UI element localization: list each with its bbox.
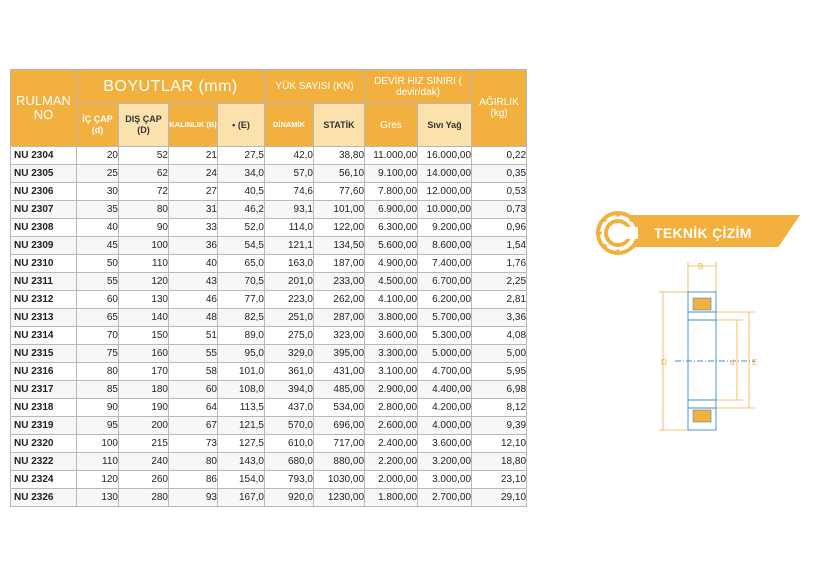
header-ic-cap: İÇ ÇAP (d) [77, 104, 119, 147]
cell-dinamik: 610,0 [265, 435, 314, 453]
cell-dinamik: 121,1 [265, 237, 314, 255]
cell-gres: 11.000,00 [365, 147, 418, 165]
header-sivi-yag: Sıvı Yağ [418, 104, 472, 147]
cell-gres: 4.900,00 [365, 255, 418, 273]
cell-ic-cap: 25 [77, 165, 119, 183]
cell-e: 108,0 [218, 381, 265, 399]
cell-dis-cap: 52 [119, 147, 169, 165]
cell-ic-cap: 60 [77, 291, 119, 309]
cell-gres: 2.900,00 [365, 381, 418, 399]
cell-statik: 485,00 [314, 381, 365, 399]
cell-gres: 3.800,00 [365, 309, 418, 327]
cell-rulman-no: NU 2310 [11, 255, 77, 273]
cell-dinamik: 74,6 [265, 183, 314, 201]
cell-agirlik: 1,54 [472, 237, 527, 255]
cell-ic-cap: 45 [77, 237, 119, 255]
table-row [11, 201, 527, 219]
cell-ic-cap: 75 [77, 345, 119, 363]
cell-agirlik: 12,10 [472, 435, 527, 453]
cell-dis-cap: 180 [119, 381, 169, 399]
cell-dis-cap: 160 [119, 345, 169, 363]
table-row [11, 165, 527, 183]
cell-ic-cap: 70 [77, 327, 119, 345]
cell-rulman-no: NU 2308 [11, 219, 77, 237]
cell-rulman-no: NU 2324 [11, 471, 77, 489]
cell-statik: 534,00 [314, 399, 365, 417]
cell-e: 34,0 [218, 165, 265, 183]
cell-sivi-yag: 2.700,00 [418, 489, 472, 507]
cell-agirlik: 8,12 [472, 399, 527, 417]
table-row [11, 309, 527, 327]
cell-e: 70,5 [218, 273, 265, 291]
cell-dis-cap: 80 [119, 201, 169, 219]
cell-rulman-no: NU 2316 [11, 363, 77, 381]
cell-ic-cap: 100 [77, 435, 119, 453]
cell-e: 143,0 [218, 453, 265, 471]
cell-agirlik: 29,10 [472, 489, 527, 507]
cell-gres: 4.100,00 [365, 291, 418, 309]
cell-rulman-no: NU 2309 [11, 237, 77, 255]
cell-statik: 395,00 [314, 345, 365, 363]
cell-e: 101,0 [218, 363, 265, 381]
cell-e: 95,0 [218, 345, 265, 363]
cell-gres: 7.800,00 [365, 183, 418, 201]
cell-dis-cap: 120 [119, 273, 169, 291]
table-row [11, 147, 527, 165]
cell-dinamik: 275,0 [265, 327, 314, 345]
cell-e: 167,0 [218, 489, 265, 507]
table-row [11, 363, 527, 381]
header-devir: DEVİR HIZ SINIRI ( devir/dak) [365, 70, 472, 104]
cell-sivi-yag: 10.000,00 [418, 201, 472, 219]
cell-sivi-yag: 6.200,00 [418, 291, 472, 309]
dim-label-E: E [752, 358, 758, 367]
cell-agirlik: 2,81 [472, 291, 527, 309]
cell-gres: 6.300,00 [365, 219, 418, 237]
cell-kalinlik: 80 [169, 453, 218, 471]
table-row [11, 417, 527, 435]
cell-statik: 262,00 [314, 291, 365, 309]
cell-statik: 1030,00 [314, 471, 365, 489]
cell-sivi-yag: 4.200,00 [418, 399, 472, 417]
cell-agirlik: 4,08 [472, 327, 527, 345]
cell-ic-cap: 130 [77, 489, 119, 507]
cell-ic-cap: 30 [77, 183, 119, 201]
cell-dis-cap: 190 [119, 399, 169, 417]
cell-e: 46,2 [218, 201, 265, 219]
cell-rulman-no: NU 2317 [11, 381, 77, 399]
cell-dinamik: 570,0 [265, 417, 314, 435]
cell-gres: 6.900,00 [365, 201, 418, 219]
cell-e: 52,0 [218, 219, 265, 237]
cell-e: 154,0 [218, 471, 265, 489]
cell-dinamik: 114,0 [265, 219, 314, 237]
cell-e: 127,5 [218, 435, 265, 453]
cell-kalinlik: 43 [169, 273, 218, 291]
cell-e: 121,5 [218, 417, 265, 435]
cell-rulman-no: NU 2307 [11, 201, 77, 219]
cell-statik: 323,00 [314, 327, 365, 345]
cell-dinamik: 251,0 [265, 309, 314, 327]
cell-statik: 717,00 [314, 435, 365, 453]
cell-gres: 1.800,00 [365, 489, 418, 507]
cell-kalinlik: 21 [169, 147, 218, 165]
header-kalinlik: KALINLIK (B) [169, 104, 218, 147]
cell-sivi-yag: 3.600,00 [418, 435, 472, 453]
cell-ic-cap: 40 [77, 219, 119, 237]
cell-dinamik: 93,1 [265, 201, 314, 219]
cell-dinamik: 920,0 [265, 489, 314, 507]
cell-sivi-yag: 6.700,00 [418, 273, 472, 291]
cell-dis-cap: 150 [119, 327, 169, 345]
cell-statik: 38,80 [314, 147, 365, 165]
cell-e: 54,5 [218, 237, 265, 255]
cell-dis-cap: 280 [119, 489, 169, 507]
cell-e: 77,0 [218, 291, 265, 309]
cell-e: 27,5 [218, 147, 265, 165]
header-yuk-sayisi: YÜK SAYISI (KN) [265, 70, 365, 104]
bearing-technical-drawing [655, 262, 775, 437]
header-gres: Gres [365, 104, 418, 147]
table-row [11, 381, 527, 399]
cell-rulman-no: NU 2305 [11, 165, 77, 183]
cell-sivi-yag: 3.000,00 [418, 471, 472, 489]
cell-e: 40,5 [218, 183, 265, 201]
cell-dinamik: 42,0 [265, 147, 314, 165]
table-row [11, 237, 527, 255]
cell-dinamik: 57,0 [265, 165, 314, 183]
header-dinamik: DİNAMİK [265, 104, 314, 147]
cell-dis-cap: 260 [119, 471, 169, 489]
cell-gres: 9.100,00 [365, 165, 418, 183]
cell-sivi-yag: 7.400,00 [418, 255, 472, 273]
cell-sivi-yag: 8.600,00 [418, 237, 472, 255]
cell-agirlik: 2,25 [472, 273, 527, 291]
cell-statik: 696,00 [314, 417, 365, 435]
bearing-spec-table [10, 69, 527, 507]
cell-e: 65,0 [218, 255, 265, 273]
header-boyutlar: BOYUTLAR (mm) [77, 70, 265, 104]
cell-gres: 2.400,00 [365, 435, 418, 453]
cell-sivi-yag: 14.000,00 [418, 165, 472, 183]
bearing-spec-body [11, 147, 527, 507]
cell-kalinlik: 31 [169, 201, 218, 219]
cell-rulman-no: NU 2318 [11, 399, 77, 417]
table-row [11, 255, 527, 273]
cell-gres: 2.000,00 [365, 471, 418, 489]
cell-agirlik: 0,96 [472, 219, 527, 237]
cell-rulman-no: NU 2304 [11, 147, 77, 165]
table-row [11, 453, 527, 471]
cell-sivi-yag: 4.400,00 [418, 381, 472, 399]
table-row [11, 399, 527, 417]
cell-ic-cap: 20 [77, 147, 119, 165]
cell-statik: 233,00 [314, 273, 365, 291]
cell-kalinlik: 55 [169, 345, 218, 363]
cell-dis-cap: 130 [119, 291, 169, 309]
cell-statik: 101,00 [314, 201, 365, 219]
cell-agirlik: 23,10 [472, 471, 527, 489]
cell-statik: 431,00 [314, 363, 365, 381]
cell-agirlik: 6,98 [472, 381, 527, 399]
cell-kalinlik: 48 [169, 309, 218, 327]
cell-gres: 3.300,00 [365, 345, 418, 363]
cell-ic-cap: 90 [77, 399, 119, 417]
table-row [11, 345, 527, 363]
cell-statik: 122,00 [314, 219, 365, 237]
table-row [11, 291, 527, 309]
cell-dinamik: 163,0 [265, 255, 314, 273]
cell-dis-cap: 140 [119, 309, 169, 327]
table-row [11, 471, 527, 489]
cell-kalinlik: 40 [169, 255, 218, 273]
cell-rulman-no: NU 2306 [11, 183, 77, 201]
cell-gres: 2.600,00 [365, 417, 418, 435]
cell-gres: 3.100,00 [365, 363, 418, 381]
cell-kalinlik: 27 [169, 183, 218, 201]
table-row [11, 435, 527, 453]
bearing-icon [596, 211, 642, 255]
cell-rulman-no: NU 2326 [11, 489, 77, 507]
cell-dinamik: 680,0 [265, 453, 314, 471]
cell-kalinlik: 33 [169, 219, 218, 237]
cell-statik: 56,10 [314, 165, 365, 183]
cell-agirlik: 0,53 [472, 183, 527, 201]
cell-statik: 134,50 [314, 237, 365, 255]
cell-kalinlik: 46 [169, 291, 218, 309]
cell-dis-cap: 90 [119, 219, 169, 237]
cell-sivi-yag: 9.200,00 [418, 219, 472, 237]
cell-ic-cap: 110 [77, 453, 119, 471]
cell-kalinlik: 24 [169, 165, 218, 183]
header-e: • (E) [218, 104, 265, 147]
cell-dinamik: 223,0 [265, 291, 314, 309]
cell-gres: 2.800,00 [365, 399, 418, 417]
cell-statik: 1230,00 [314, 489, 365, 507]
cell-kalinlik: 86 [169, 471, 218, 489]
cell-statik: 77,60 [314, 183, 365, 201]
cell-dis-cap: 62 [119, 165, 169, 183]
cell-sivi-yag: 5.300,00 [418, 327, 472, 345]
cell-dinamik: 329,0 [265, 345, 314, 363]
cell-rulman-no: NU 2312 [11, 291, 77, 309]
cell-rulman-no: NU 2322 [11, 453, 77, 471]
cell-dis-cap: 170 [119, 363, 169, 381]
cell-agirlik: 5,00 [472, 345, 527, 363]
cell-kalinlik: 36 [169, 237, 218, 255]
table-row [11, 219, 527, 237]
teknik-cizim-header [596, 211, 802, 257]
cell-sivi-yag: 4.700,00 [418, 363, 472, 381]
cell-dis-cap: 215 [119, 435, 169, 453]
cell-dinamik: 201,0 [265, 273, 314, 291]
cell-sivi-yag: 5.000,00 [418, 345, 472, 363]
cell-dis-cap: 100 [119, 237, 169, 255]
cell-ic-cap: 65 [77, 309, 119, 327]
table-row [11, 327, 527, 345]
cell-e: 113,5 [218, 399, 265, 417]
cell-agirlik: 9,39 [472, 417, 527, 435]
cell-sivi-yag: 16.000,00 [418, 147, 472, 165]
cell-kalinlik: 51 [169, 327, 218, 345]
cell-dinamik: 361,0 [265, 363, 314, 381]
cell-dinamik: 437,0 [265, 399, 314, 417]
cell-agirlik: 5,95 [472, 363, 527, 381]
cell-kalinlik: 93 [169, 489, 218, 507]
cell-ic-cap: 95 [77, 417, 119, 435]
cell-dinamik: 394,0 [265, 381, 314, 399]
cell-statik: 187,00 [314, 255, 365, 273]
cell-sivi-yag: 5.700,00 [418, 309, 472, 327]
cell-dis-cap: 110 [119, 255, 169, 273]
dim-label-d: d [730, 358, 735, 367]
cell-agirlik: 0,22 [472, 147, 527, 165]
cell-ic-cap: 80 [77, 363, 119, 381]
cell-e: 82,5 [218, 309, 265, 327]
cell-dis-cap: 72 [119, 183, 169, 201]
cell-agirlik: 0,35 [472, 165, 527, 183]
cell-sivi-yag: 4.000,00 [418, 417, 472, 435]
cell-kalinlik: 64 [169, 399, 218, 417]
header-statik: STATİK [314, 104, 365, 147]
cell-statik: 287,00 [314, 309, 365, 327]
cell-e: 89,0 [218, 327, 265, 345]
cell-gres: 4.500,00 [365, 273, 418, 291]
cell-rulman-no: NU 2315 [11, 345, 77, 363]
cell-gres: 2.200,00 [365, 453, 418, 471]
cell-dis-cap: 240 [119, 453, 169, 471]
cell-statik: 880,00 [314, 453, 365, 471]
cell-kalinlik: 67 [169, 417, 218, 435]
cell-dis-cap: 200 [119, 417, 169, 435]
cell-dinamik: 793,0 [265, 471, 314, 489]
header-agirlik: AĞIRLIK (kg) [472, 70, 527, 147]
header-dis-cap: DIŞ ÇAP (D) [119, 104, 169, 147]
bearing-spec-table-wrap [10, 69, 526, 507]
cell-rulman-no: NU 2320 [11, 435, 77, 453]
cell-agirlik: 18,80 [472, 453, 527, 471]
cell-ic-cap: 120 [77, 471, 119, 489]
dim-label-D: D [661, 358, 667, 367]
header-rulman-no: RULMAN NO [11, 70, 77, 147]
cell-sivi-yag: 3.200,00 [418, 453, 472, 471]
cell-kalinlik: 60 [169, 381, 218, 399]
cell-kalinlik: 58 [169, 363, 218, 381]
table-row [11, 489, 527, 507]
table-row [11, 183, 527, 201]
cell-gres: 3.600,00 [365, 327, 418, 345]
teknik-cizim-label: TEKNİK ÇİZİM [654, 225, 752, 241]
cell-gres: 5.600,00 [365, 237, 418, 255]
table-row [11, 273, 527, 291]
cell-agirlik: 1,76 [472, 255, 527, 273]
cell-rulman-no: NU 2313 [11, 309, 77, 327]
cell-ic-cap: 35 [77, 201, 119, 219]
cell-agirlik: 0,73 [472, 201, 527, 219]
cell-rulman-no: NU 2311 [11, 273, 77, 291]
cell-rulman-no: NU 2319 [11, 417, 77, 435]
cell-rulman-no: NU 2314 [11, 327, 77, 345]
cell-ic-cap: 85 [77, 381, 119, 399]
dim-label-b: B [698, 262, 704, 271]
cell-ic-cap: 55 [77, 273, 119, 291]
cell-agirlik: 3,36 [472, 309, 527, 327]
cell-kalinlik: 73 [169, 435, 218, 453]
cell-ic-cap: 50 [77, 255, 119, 273]
cell-sivi-yag: 12.000,00 [418, 183, 472, 201]
